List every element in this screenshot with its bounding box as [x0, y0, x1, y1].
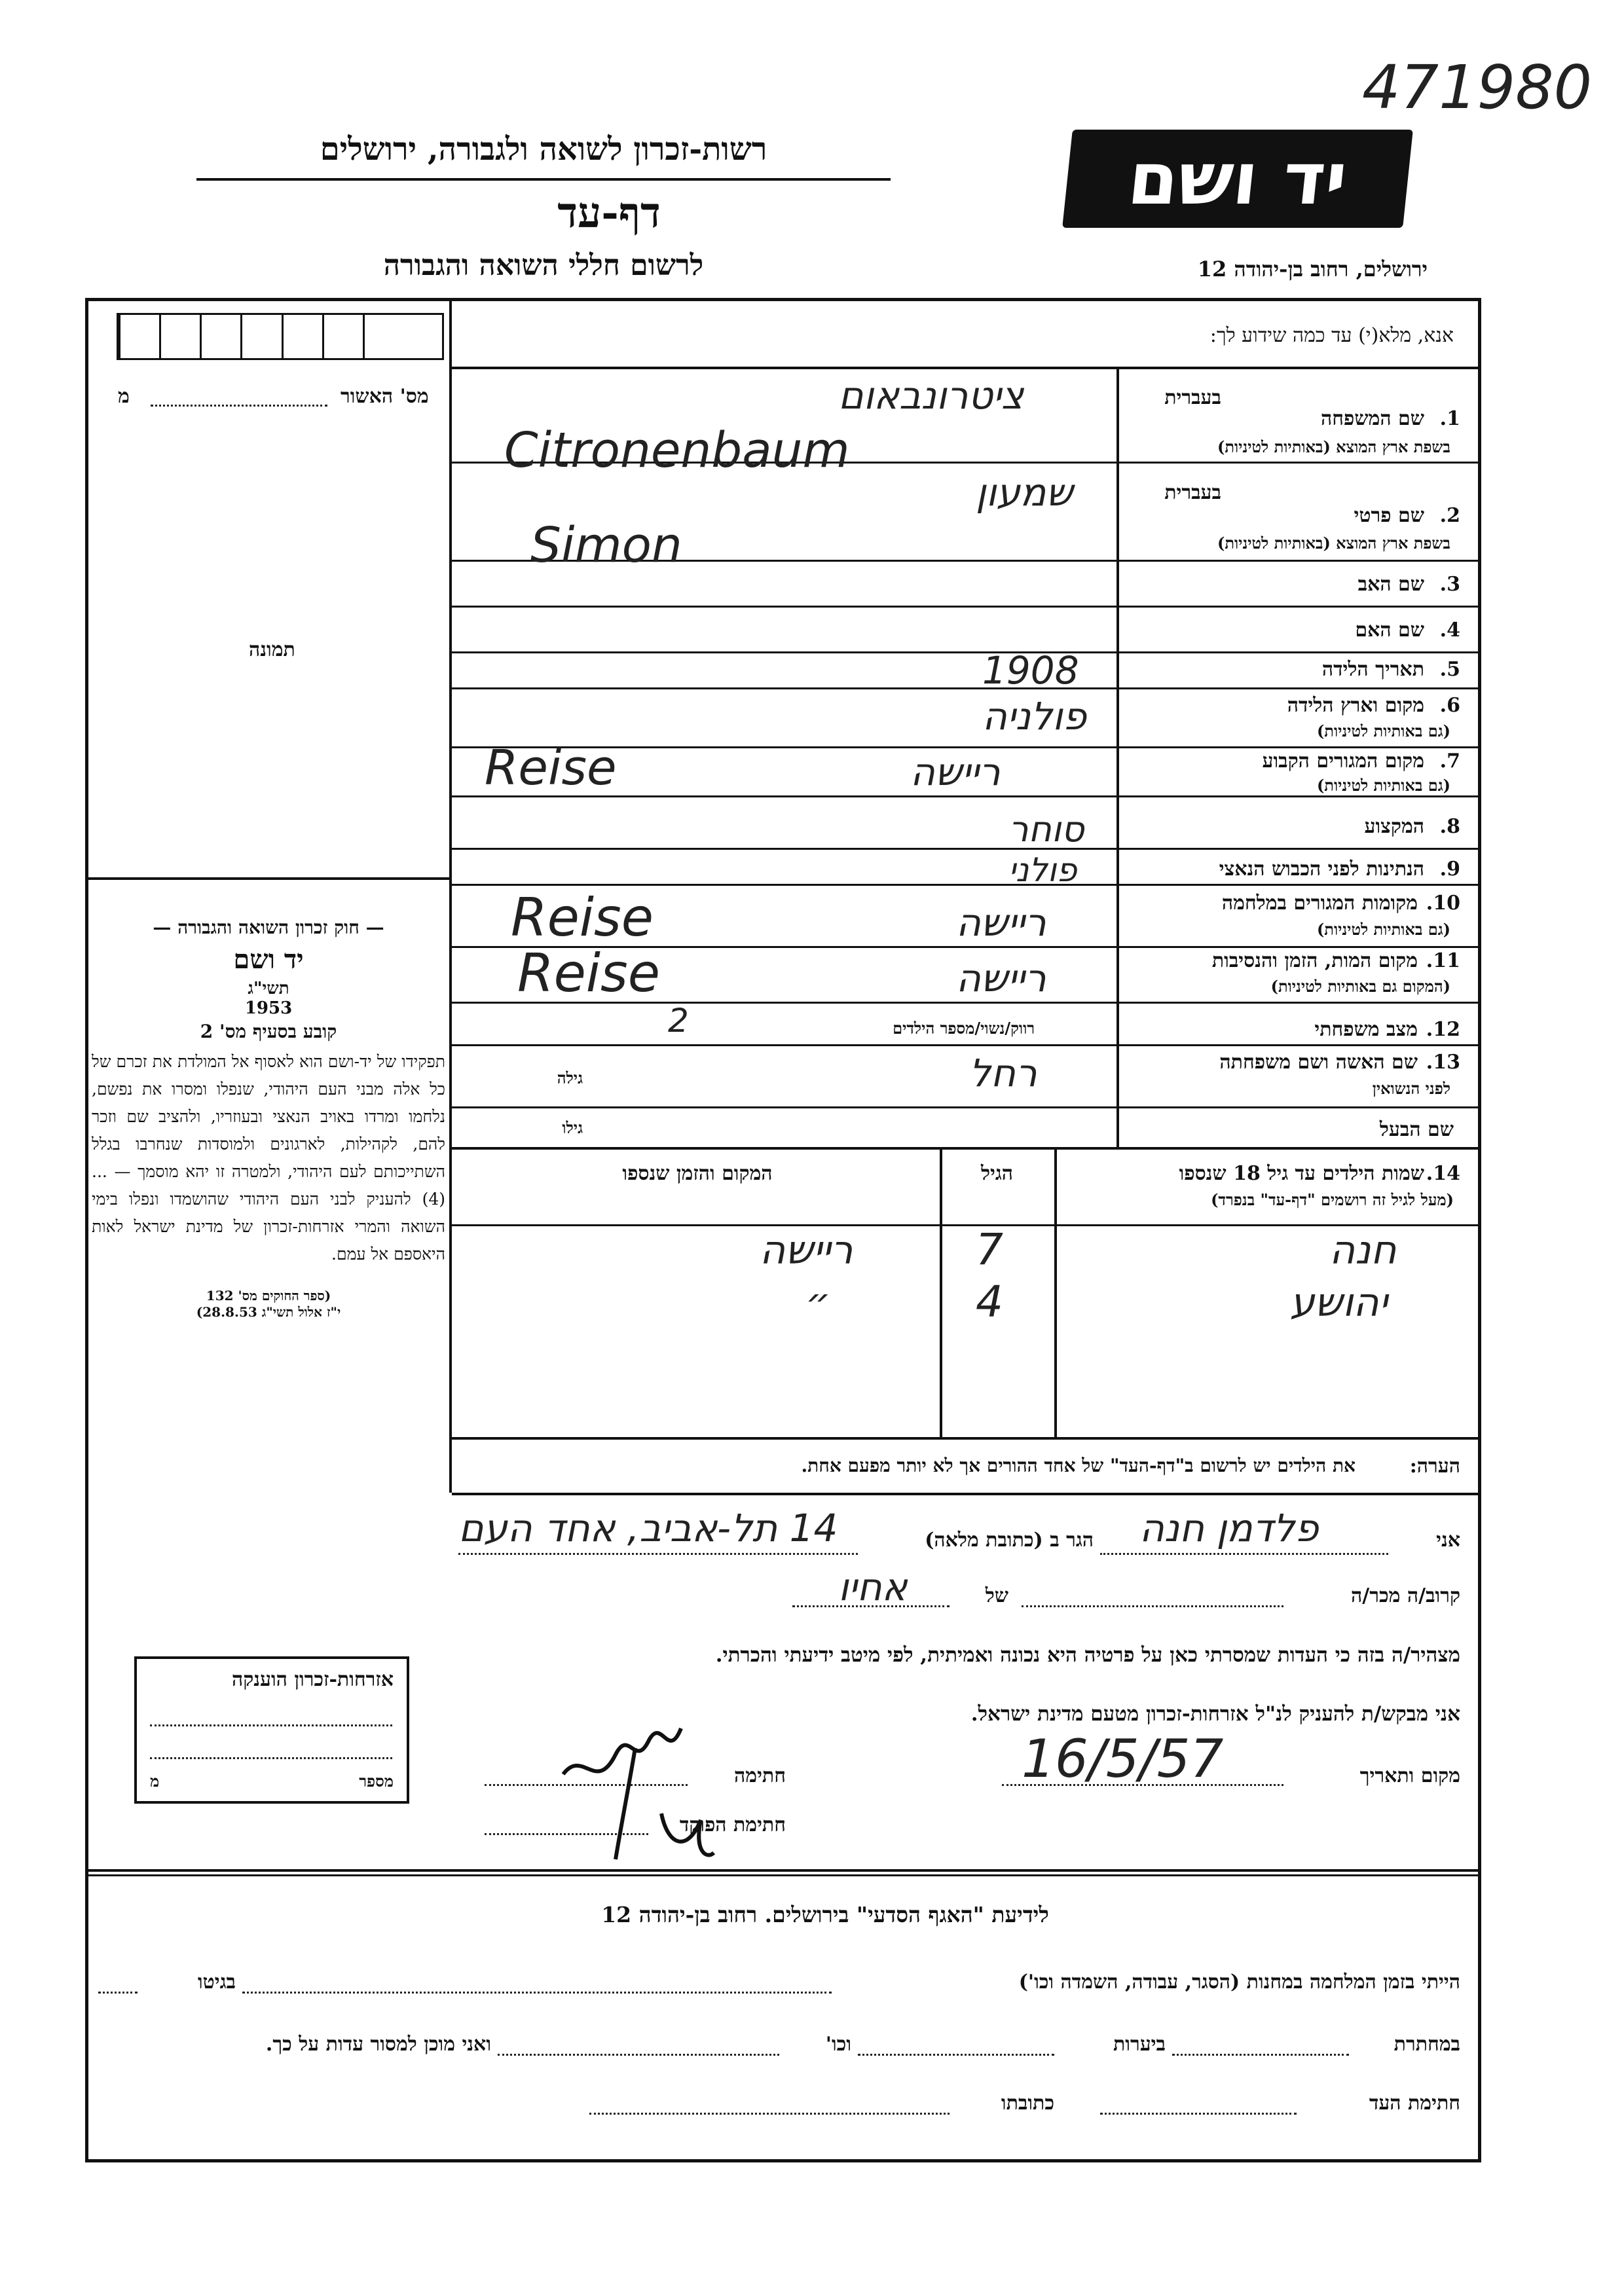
children-age-header: הגיל: [980, 1162, 1014, 1185]
info-line2-dots-3: [498, 2054, 779, 2056]
field-4-label: שם האם: [1355, 619, 1424, 642]
field-11-sub: (המקום גם באותיות לטיניות): [1270, 977, 1450, 996]
witness-address-line: [458, 1553, 858, 1555]
field-11-label: מקום המות, הזמן והנסיבות: [1211, 949, 1418, 972]
child-1-name: חנה: [1329, 1228, 1397, 1273]
child-2-place: ״: [805, 1280, 831, 1326]
field-8-value: סוחר: [1008, 809, 1084, 850]
field-10-num: 10.: [1426, 892, 1460, 915]
address: ירושלים, רחוב בן-יהודה 12: [1197, 257, 1428, 282]
child-1-place: ריישה: [760, 1228, 853, 1273]
field-12-value: 2: [668, 1002, 689, 1040]
approval-no-suffix: מ: [118, 385, 130, 408]
photo-label: תמונה: [249, 638, 295, 661]
witness-signature: [537, 1689, 720, 1872]
witness-name: פלדמן חנה: [1139, 1506, 1319, 1550]
info-section-top-2: [88, 1874, 1478, 1876]
info-line2-d: ואני מוכן למסור עדות על כך.: [265, 2033, 491, 2056]
law-title: — חוק זכרון השואה והגבורה —: [153, 917, 384, 938]
field-10-label: מקומות המגורים במלחמה: [1221, 892, 1418, 915]
info-line2-dots-1: [1172, 2054, 1349, 2056]
row-sep-8: [452, 848, 1480, 850]
witness-name-line: [1100, 1553, 1388, 1555]
children-num: 14.: [1426, 1162, 1460, 1185]
citizenship-box-line-2: [150, 1757, 392, 1759]
field-8-label: המקצוע: [1364, 815, 1424, 838]
law-clause: קובע בסעיף מס' 2: [200, 1021, 337, 1042]
field-9-label: הנתינות לפני הכבוש הנאצי: [1219, 858, 1424, 881]
citizenship-box-line-1: [150, 1724, 392, 1726]
field-13-age-label: גילה: [557, 1068, 583, 1087]
field-12-label: מצב משפחתי: [1314, 1018, 1418, 1041]
place-date-label: מקום ותאריך: [1359, 1764, 1460, 1787]
field-13-num: 13.: [1426, 1051, 1460, 1074]
children-sub: (מעל לגיל זה רושמים "דף-עד" בנפרד): [1211, 1190, 1454, 1209]
info-line2-a: במחתרת: [1393, 2033, 1460, 2056]
info-title: לידיעת "האגף הסדעי" בירושלים. רחוב בן-יהודה 12: [601, 1902, 1049, 1927]
field-7-sub: (גם באותיות לטיניות): [1316, 776, 1450, 795]
field-1-num: 1.: [1439, 407, 1460, 430]
authority-title: רשות-זכרון לשואה ולגבורה, ירושלים: [320, 131, 767, 168]
law-citation-2: י"ז אלול תשי"ג 28.8.53): [196, 1304, 341, 1320]
info-line3-dots-2: [589, 2113, 950, 2115]
field-1-value-heb: ציטרונבאום: [838, 373, 1024, 418]
field-5-label: תאריך הלידה: [1321, 658, 1424, 681]
field-5-num: 5.: [1439, 658, 1460, 681]
form-title: דף-עד: [557, 189, 661, 238]
children-header-sep: [452, 1224, 1480, 1226]
row-sep-12: [452, 1044, 1480, 1046]
children-end: [452, 1437, 1480, 1440]
field-10-value-lat: Reise: [511, 887, 654, 948]
witness-relative-line: [1022, 1605, 1283, 1607]
field-2-heb-label: בעברית: [1164, 481, 1221, 504]
approval-number-boxes: [117, 313, 444, 360]
field-1-value-lat: Citronenbaum: [504, 422, 850, 479]
citizenship-box: [134, 1656, 409, 1804]
witness-declaration: מצהיר/ה בזה כי העדות שמסרתי כאן על פרטיה היא נכונה ואמיתית, לפי מיטב ידיעתי והכרתי.: [715, 1643, 1460, 1667]
child-1-age: 7: [976, 1224, 1003, 1275]
info-line2-b: ביערות: [1113, 2033, 1166, 2056]
info-line1-b: בגיטו: [197, 1971, 236, 1994]
approval-no-line: [151, 405, 327, 407]
info-line3-b: כתובתו: [1001, 2092, 1054, 2115]
note-label: הערה:: [1409, 1455, 1460, 1478]
field-7-value-lat: Reise: [485, 740, 617, 796]
row-sep-5: [452, 687, 1480, 689]
field-6-sub: (גם באותיות לטיניות): [1316, 721, 1450, 740]
children-header: שמות הילדים עד גיל 18 שנספו: [1179, 1162, 1424, 1185]
field-7-label: מקום המגורים הקבוע: [1262, 750, 1424, 773]
witness-relative-label: קרוב/ה מכר/ה: [1351, 1584, 1460, 1607]
field-6-label: מקום וארץ הלידה: [1287, 694, 1424, 717]
field-11-value-lat: Reise: [517, 943, 660, 1004]
field-4-num: 4.: [1439, 619, 1460, 642]
info-line2-c: וכו': [825, 2033, 851, 2056]
field-7-value-heb: ריישה: [910, 750, 1001, 794]
field-10-value-heb: ריישה: [956, 900, 1046, 945]
field-1-heb-label: בעברית: [1164, 386, 1221, 409]
officer-signature-label: חתימת הפוקד: [679, 1813, 786, 1836]
info-line1-dots: [242, 1992, 832, 1994]
row-sep-9: [452, 884, 1480, 886]
info-line1-end: [98, 1992, 138, 1994]
approval-no-label: מס' האשור: [341, 385, 429, 408]
citizenship-number-label: מספר: [359, 1772, 394, 1791]
citizenship-number-suffix: מ: [150, 1772, 160, 1791]
left-panel-divider: [449, 301, 452, 1493]
field-13-label: שם האשה ושם משפחתה: [1219, 1051, 1418, 1074]
field-2-value-lat: Simon: [530, 517, 682, 574]
field-13-sub: לפני הנשואין: [1372, 1079, 1450, 1098]
place-date-value: 16/5/57: [1022, 1728, 1224, 1789]
authority-underline: [196, 178, 891, 181]
row-sep-13: [452, 1106, 1480, 1108]
label-column-divider: [1116, 368, 1119, 1147]
signature-label: חתימה: [734, 1764, 786, 1787]
row-sep-14: [452, 1147, 1480, 1150]
field-12-num: 12.: [1426, 1018, 1460, 1041]
child-2-age: 4: [976, 1277, 1003, 1327]
field-3-num: 3.: [1439, 573, 1460, 596]
info-line2-dots-2: [858, 2054, 1054, 2056]
field-13-value: רחל: [969, 1051, 1037, 1095]
info-line1-a: הייתי בזמן המלחמה במחנות (הסגר, עבודה, השמדה וכו'): [1018, 1971, 1460, 1994]
field-husband-label: שם הבעל: [1379, 1118, 1454, 1141]
witness-request: אני מבקש/ת להעניק לנ"ל אזרחות-זכרון מטעם מדינת ישראל.: [970, 1702, 1460, 1726]
field-1-label: שם המשפחה: [1320, 407, 1424, 430]
info-line3-a: חתימת העד: [1369, 2092, 1460, 2115]
law-text: תפקידו של יד-ושם הוא לאסוף אל המולדת את זכרם של כל אלה מבני העם היהודי, שנפלו ומסרו את נפשם, נלחמו ומרדו באויב הנאצי ובעוזריו, ולהציב שם וזכר להם, לקהילות, לארגונים ולמוסדות שנחרבו בגלל השתייכותם לעם היהודי, ולמטרה זו יהא מוסמך — ...(4) להעניק לבני העם היהודי שהושמדו ונפלו בימי השואה והמרי אזרחות-זכרון של מדינת ישראל לאות היאספם אל עמם.: [92, 1052, 445, 1264]
field-2-num: 2.: [1439, 504, 1460, 527]
field-2-value-heb: שמעון: [976, 470, 1073, 515]
witness-i-label: אני: [1436, 1529, 1460, 1552]
field-8-num: 8.: [1439, 815, 1460, 838]
witness-address: 14 תל-אביב, אחד העם: [458, 1506, 838, 1550]
row-sep-4: [452, 651, 1480, 653]
field-10-sub: (גם באותיות לטיניות): [1316, 920, 1450, 939]
field-11-value-heb: ריישה: [956, 956, 1046, 1000]
form-subtitle: לרשום חללי השואה והגבורה: [383, 249, 704, 282]
field-6-value: פולניה: [982, 694, 1087, 738]
field-2-sub: בשפת ארץ המוצא (באותיות לטיניות): [1217, 534, 1450, 553]
children-place-header: המקום והזמן שנספו: [622, 1162, 773, 1185]
info-line3-dots-1: [1100, 2113, 1297, 2115]
field-husband-age-label: גילו: [562, 1118, 583, 1137]
instructions-line: [452, 367, 1480, 369]
law-year: 1953: [244, 998, 293, 1018]
field-1-sub: בשפת ארץ המוצא (באותיות לטיניות): [1217, 437, 1450, 456]
children-col-2: [1054, 1149, 1057, 1437]
field-12-status-options: רווק/נשוי/מספר הילדים: [893, 1019, 1035, 1038]
witness-of-label: של: [985, 1584, 1008, 1607]
field-9-value: פולני: [1008, 851, 1077, 889]
yad-vashem-logo: [1062, 130, 1413, 228]
law-block: [92, 917, 445, 1321]
law-year-heb: תשי"ג: [248, 979, 289, 998]
field-3-label: שם האב: [1357, 573, 1424, 596]
instructions: אנא, מלא(י) עד כמה שידוע לך:: [1209, 324, 1454, 347]
witness-resident-label: הגר ב (כתובת מלאה): [925, 1529, 1094, 1552]
child-2-name: יהושע: [1290, 1280, 1388, 1326]
citizenship-box-title: אזרחות-זכרון הוענקה: [231, 1668, 394, 1691]
field-6-num: 6.: [1439, 694, 1460, 717]
law-name: יד ושם: [233, 944, 304, 975]
field-11-num: 11.: [1426, 949, 1460, 972]
witness-relation: אחיו: [838, 1565, 908, 1609]
logo-text: יד ושם: [1124, 137, 1352, 221]
left-panel-hline: [88, 877, 450, 880]
row-sep-3: [452, 606, 1480, 608]
children-col-1: [940, 1149, 942, 1437]
field-9-num: 9.: [1439, 858, 1460, 881]
law-citation-1: (ספר החוקים מס' 132: [206, 1288, 331, 1303]
archive-number: 471980: [1362, 52, 1593, 122]
field-7-num: 7.: [1439, 750, 1460, 773]
field-2-label: שם פרטי: [1354, 504, 1424, 527]
field-5-value: 1908: [982, 648, 1079, 693]
info-section-top: [88, 1869, 1478, 1872]
note-text: את הילדים יש לרשום ב"דף-העד" של אחד ההורים אך לא יותר מפעם אחת.: [801, 1455, 1356, 1476]
note-sep: [452, 1493, 1480, 1495]
